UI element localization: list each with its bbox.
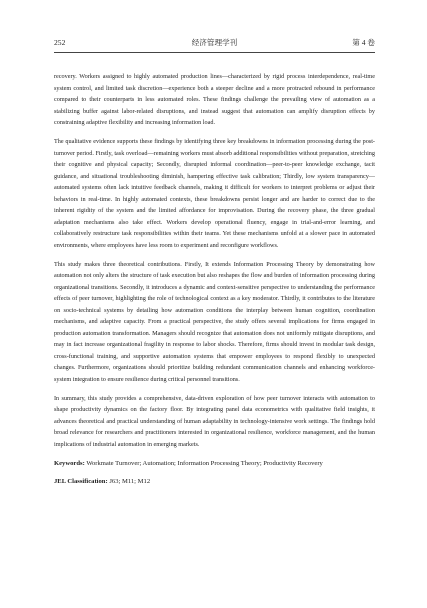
abstract-body <box>54 71 375 488</box>
keywords-line <box>54 458 375 470</box>
running-header <box>54 36 375 53</box>
paragraph-summary: In summary, this study provides a comprehensive, data-driven exploration of how peer turnover interacts with automation to shape productivity dynamics on the factory floor. By integrating panel data econometrics with qualitative field insights, it advances theoretical and practical understanding of human adaptability in technology-intensive work settings. The findings hold broad relevance for researchers and practitioners interested in organizational resilience, workforce management, and the human implications of industrial automation in emerging markets. <box>54 394 375 448</box>
keywords-value: Workmate Turnover; Automation; Information Processing Theory; Productivity Recovery <box>86 459 323 467</box>
keywords-label: Keywords: <box>54 459 85 467</box>
paragraph-qualitative-evidence: The qualitative evidence supports these findings by identifying three key breakdowns in information processing during the post-turnover period. Firstly, task overload—remaining workers must absorb additional responsibilities without preparation, stretching their cognitive and physical capacity; Secondly, disrupted informal coordination—peer-to-peer knowledge exchange, tacit guidance, and situational troubleshooting diminish, hampering effective task calibration; Thirdly, low system transparency—automated systems often lack intuitive feedback channels, making it difficult for workers to interpret problems or adjust their behaviors in real-time. In highly automated contexts, these breakdowns persist longer and are harder to correct due to the inherent rigidity of the system and the limited affordance for improvisation. During the recovery phase, the three gradual adaptation mechanisms also take effect. Workers develop operational fluency, engage in trial-and-error learning, and collaboratively restructure task responsibilities within their teams. Yet these mechanisms unfold at a slower pace in automated environments, where employees have less room to experiment and reconfigure workflows. <box>54 138 375 249</box>
issue-label: 第 4 卷 <box>352 38 375 47</box>
page-number: 252 <box>54 38 66 47</box>
paragraph-findings: recovery. Workers assigned to highly automated production lines—characterized by rigid process interdependence, real-time system control, and limited task discretion—experience both a steeper decline and a more protracted rebound in performance compared to their counterparts in less automated roles. These findings challenge the prevailing view of automation as a stabilizing buffer against labor-related disruptions, and instead suggest that automation can amplify disruption effects by constraining adaptive flexibility and increasing information load. <box>54 73 375 126</box>
jel-label: JEL Classification: <box>54 477 108 485</box>
jel-value: J63; M11; M12 <box>109 477 151 485</box>
paragraph-contributions: This study makes three theoretical contributions. Firstly, It extends Information Processing Theory by demonstrating how automation not only alters the structure of task execution but also reshapes the flow and burden of information processing during organizational transitions. Secondly, it introduces a dynamic and context-sensitive perspective to understanding the performance effects of peer turnover, highlighting the role of technological context as a key moderator. Thirdly, it contributes to the literature on socio-technical systems by detailing how automation conditions the interplay between human cognition, coordination mechanisms, and adaptive capacity. From a practical perspective, the study offers several implications for firms engaged in production automation transformation. Managers should recognize that automation does not uniformly mitigate disruptions, and may in fact increase organizational fragility in response to labor shocks. Therefore, firms should invest in modular task design, cross-functional training, and supportive automation systems that empower employees to respond flexibly to unexpected changes. Furthermore, organizations should prioritize building redundant communication channels and enhancing workforce-system integration to ensure resilience during critical personnel transitions. <box>54 260 375 383</box>
jel-classification-line <box>54 476 375 488</box>
journal-title: 经济管理学刊 <box>191 38 238 47</box>
